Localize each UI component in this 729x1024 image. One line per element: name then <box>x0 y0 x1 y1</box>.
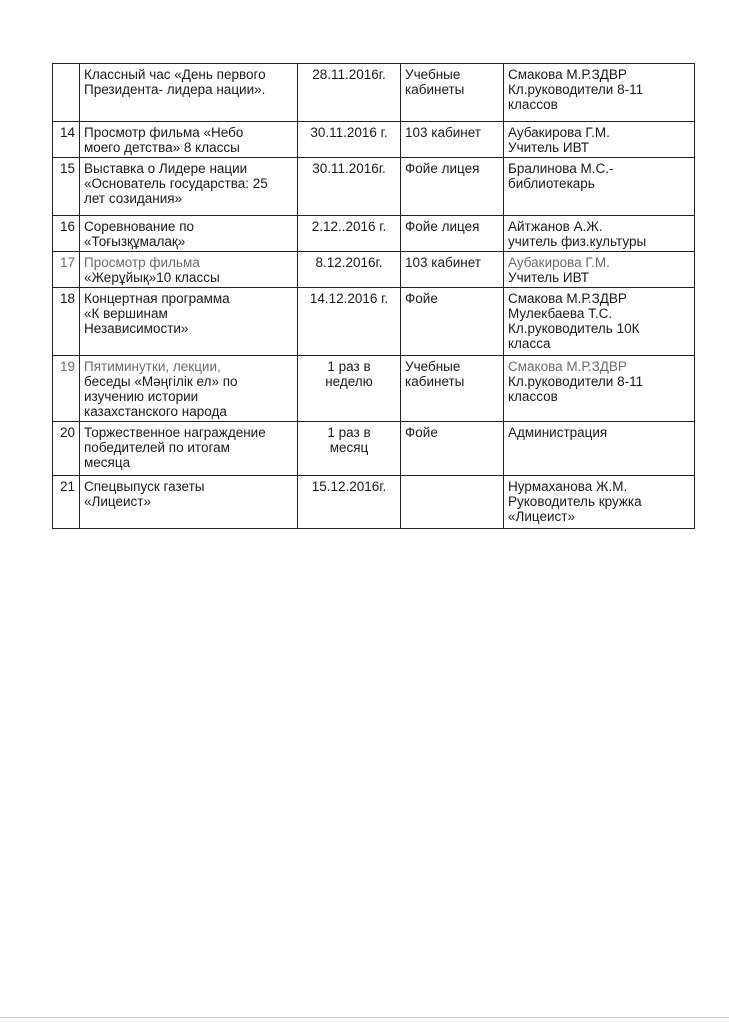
table-row <box>53 64 695 122</box>
date-cell: 30.11.2016 г. <box>298 122 401 158</box>
date-cell: 15.12.2016г. <box>298 476 401 529</box>
date-cell: 30.11.2016г. <box>298 158 401 216</box>
row-number: 17 <box>53 252 80 288</box>
events-table <box>52 63 695 529</box>
row-number: 15 <box>53 158 80 216</box>
row-number: 21 <box>53 476 80 529</box>
event-cell: Торжественное награждение победителей по итогам месяца <box>80 422 298 476</box>
responsible-cell: Нурмаханова Ж.М. Руководитель кружка «Лицеист» <box>504 476 695 529</box>
event-cell: Просмотр фильма «Небо моего детства» 8 классы <box>80 122 298 158</box>
event-cell: Просмотр фильма «Жерұйық»10 классы <box>80 252 298 288</box>
date-cell: 1 раз в месяц <box>298 422 401 476</box>
place-cell: Фойе <box>401 288 504 356</box>
event-cell: Пятиминутки, лекции, беседы «Мәңгілік ел» по изучению истории казахстанского народа <box>80 356 298 422</box>
event-cell: Спецвыпуск газеты «Лицеист» <box>80 476 298 529</box>
table-row <box>53 288 695 356</box>
place-cell: 103 кабинет <box>401 122 504 158</box>
row-number: 18 <box>53 288 80 356</box>
responsible-cell: Администрация <box>504 422 695 476</box>
responsible-cell: Смакова М.Р.ЗДВР Кл.руководители 8-11 классов <box>504 64 695 122</box>
event-cell: Классный час «День первого Президента- лидера нации». <box>80 64 298 122</box>
row-number: 20 <box>53 422 80 476</box>
table-row <box>53 356 695 422</box>
page-bottom-edge <box>0 1017 729 1018</box>
responsible-cell: Айтжанов А.Ж. учитель физ.культуры <box>504 216 695 252</box>
event-cell: Соревнование по «Тоғызқұмалақ» <box>80 216 298 252</box>
responsible-cell: Аубакирова Г.М. Учитель ИВТ <box>504 122 695 158</box>
table-row <box>53 158 695 216</box>
place-cell: 103 кабинет <box>401 252 504 288</box>
responsible-cell: Смакова М.Р.ЗДВР Кл.руководители 8-11 классов <box>504 356 695 422</box>
date-cell: 2.12..2016 г. <box>298 216 401 252</box>
row-number: 19 <box>53 356 80 422</box>
responsible-cell: Бралинова М.С.- библиотекарь <box>504 158 695 216</box>
row-number <box>53 64 80 122</box>
row-number: 14 <box>53 122 80 158</box>
table-row <box>53 252 695 288</box>
date-cell: 8.12.2016г. <box>298 252 401 288</box>
event-cell: Концертная программа «К вершинам Независимости» <box>80 288 298 356</box>
table-row <box>53 122 695 158</box>
responsible-cell: Смакова М.Р.ЗДВР Мулекбаева Т.С. Кл.руководитель 10К класса <box>504 288 695 356</box>
place-cell: Учебные кабинеты <box>401 356 504 422</box>
table-row <box>53 422 695 476</box>
event-cell: Выставка о Лидере нации «Основатель государства: 25 лет созидания» <box>80 158 298 216</box>
place-cell: Фойе <box>401 422 504 476</box>
place-cell: Фойе лицея <box>401 158 504 216</box>
place-cell <box>401 476 504 529</box>
date-cell: 28.11.2016г. <box>298 64 401 122</box>
place-cell: Учебные кабинеты <box>401 64 504 122</box>
table-row <box>53 216 695 252</box>
table-row <box>53 476 695 529</box>
row-number: 16 <box>53 216 80 252</box>
responsible-cell: Аубакирова Г.М. Учитель ИВТ <box>504 252 695 288</box>
date-cell: 14.12.2016 г. <box>298 288 401 356</box>
date-cell: 1 раз в неделю <box>298 356 401 422</box>
place-cell: Фойе лицея <box>401 216 504 252</box>
